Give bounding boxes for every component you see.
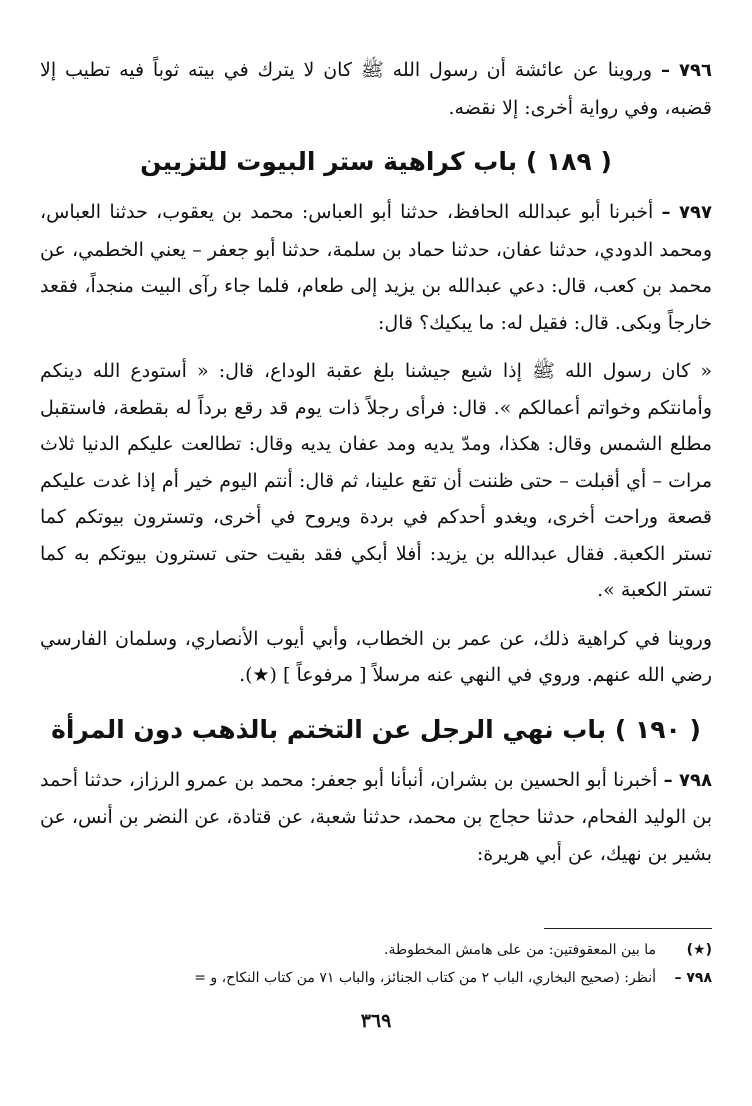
hadith-797-matn: « كان رسول الله ﷺ إذا شيع جيشنا بلغ عقبة الوداع، قال: « أستودع الله دينكم وأمانتكم وخواتم أعمالكم ». قال: فرأى رجلاً ذات يوم قد رقع برداً له بقطعة، فاستقبل مطلع الشمس وقال: هكذا، ومدّ يديه ومد عفان يديه وقال: تطالعت عليكم الدنيا ثلاث مرات – أي أقبلت – حتى ظننت أن تقع علينا، ثم قال: أنتم اليوم خير أم إذا غدت عليكم قصعة وراحت أخرى، ويغدو أحدكم في بردة ويروح في أخرى، وتسترون بيوتكم كما تستر الكعبة. فقال عبدالله بن يزيد: أفلا أبكي فقد بقيت حتى تسترون بيوتكم به كما تستر الكعبة ». — [40, 360, 712, 601]
hadith-797-isnad — [40, 194, 712, 341]
page-body — [40, 52, 712, 872]
hadith-number: ٧٩٧ – — [661, 202, 712, 223]
hadith-number: ٧٩٦ – — [660, 60, 712, 81]
hadith-797-note: وروينا في كراهية ذلك، عن عمر بن الخطاب، وأبي أيوب الأنصاري، وسلمان الفارسي رضي الله عنهم. وروي في النهي عنه مرسلاً [ مرفوعاً ] (★). — [40, 627, 712, 686]
hadith-798 — [40, 762, 712, 873]
footnote-text: ما بين المعقوفتين: من على هامش المخطوطة. — [384, 942, 656, 958]
hadith-number: ٧٩٨ – — [663, 769, 712, 791]
page-number: ٣٦٩ — [360, 1010, 392, 1032]
hadith-isnad: أخبرنا أبو عبدالله الحافظ، حدثنا أبو العباس: محمد بن يعقوب، حدثنا العباس، ومحمد الدودي، حدثنا عفان، حدثنا حماد بن سلمة، حدثنا أبو جعفر – يعني الخطمي، عن محمد بن كعب، قال: دعي عبدالله بن يزيد إلى طعام، فلما جاء رآى البيت منجداً، فقعد خارجاً وبكى. قال: فقيل له: ما يبكيك؟ قال: — [40, 201, 712, 334]
footnote-divider — [544, 928, 712, 929]
hadith-796 — [40, 52, 712, 126]
hadith-text: أخبرنا أبو الحسين بن بشران، أنبأنا أبو جعفر: محمد بن عمرو الرزاز، حدثنا أحمد بن الوليد الفحام، حدثنا حجاج بن محمد، حدثنا شعبة، عن قتادة، عن النضر بن أنس، عن بشير بن نهيك، عن أبي هريرة: — [40, 768, 712, 865]
footnote-marker: (★) — [686, 942, 712, 958]
footnote — [40, 964, 712, 992]
footnote-text: أنظر: (صحيح البخاري، الباب ٢ من كتاب الجنائز، والباب ٧١ من كتاب النكاح، و = — [194, 970, 656, 986]
hadith-text: وروينا عن عائشة أن رسول الله ﷺ كان لا يترك في بيته ثوباً فيه تطيب إلا قضبه، وفي رواية أخرى: إلا نقضه. — [40, 59, 712, 119]
footnotes — [40, 936, 712, 992]
chapter-heading-190: ( ١٩٠ ) باب نهي الرجل عن التختم بالذهب دون المرأة — [51, 714, 701, 744]
footnote-marker: ٧٩٨ – — [674, 970, 712, 986]
chapter-heading-189: ( ١٨٩ ) باب كراهية ستر البيوت للتزيين — [140, 147, 612, 176]
footnote — [40, 936, 712, 964]
